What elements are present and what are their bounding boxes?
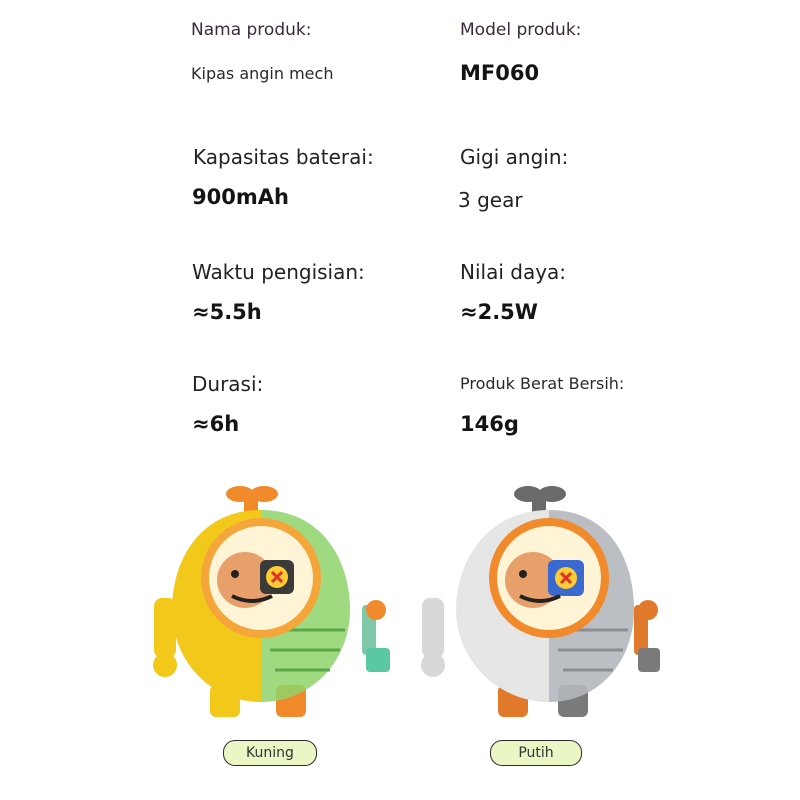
battery-label: Kapasitas baterai: <box>193 145 374 169</box>
variant-badge-yellow[interactable]: Kuning <box>223 740 317 766</box>
product-name-value: Kipas angin mech <box>191 64 334 83</box>
power-label: Nilai daya: <box>460 260 567 284</box>
battery-value: 900mAh <box>192 185 289 209</box>
power-value: ≈2.5W <box>460 300 538 324</box>
yellow-fan-robot-icon <box>140 480 400 735</box>
white-fan-robot-icon <box>408 480 668 735</box>
weight-label: Produk Berat Bersih: <box>460 374 625 393</box>
product-name-label: Nama produk: <box>191 20 312 40</box>
charging-value: ≈5.5h <box>192 300 262 324</box>
duration-label: Durasi: <box>192 372 264 396</box>
weight-value: 146g <box>460 412 519 436</box>
model-value: MF060 <box>460 61 540 85</box>
charging-label: Waktu pengisian: <box>192 260 365 284</box>
gear-label: Gigi angin: <box>460 145 569 169</box>
model-label: Model produk: <box>460 20 582 40</box>
gear-value: 3 gear <box>458 188 523 212</box>
variant-badge-white[interactable]: Putih <box>490 740 582 766</box>
duration-value: ≈6h <box>192 412 240 436</box>
